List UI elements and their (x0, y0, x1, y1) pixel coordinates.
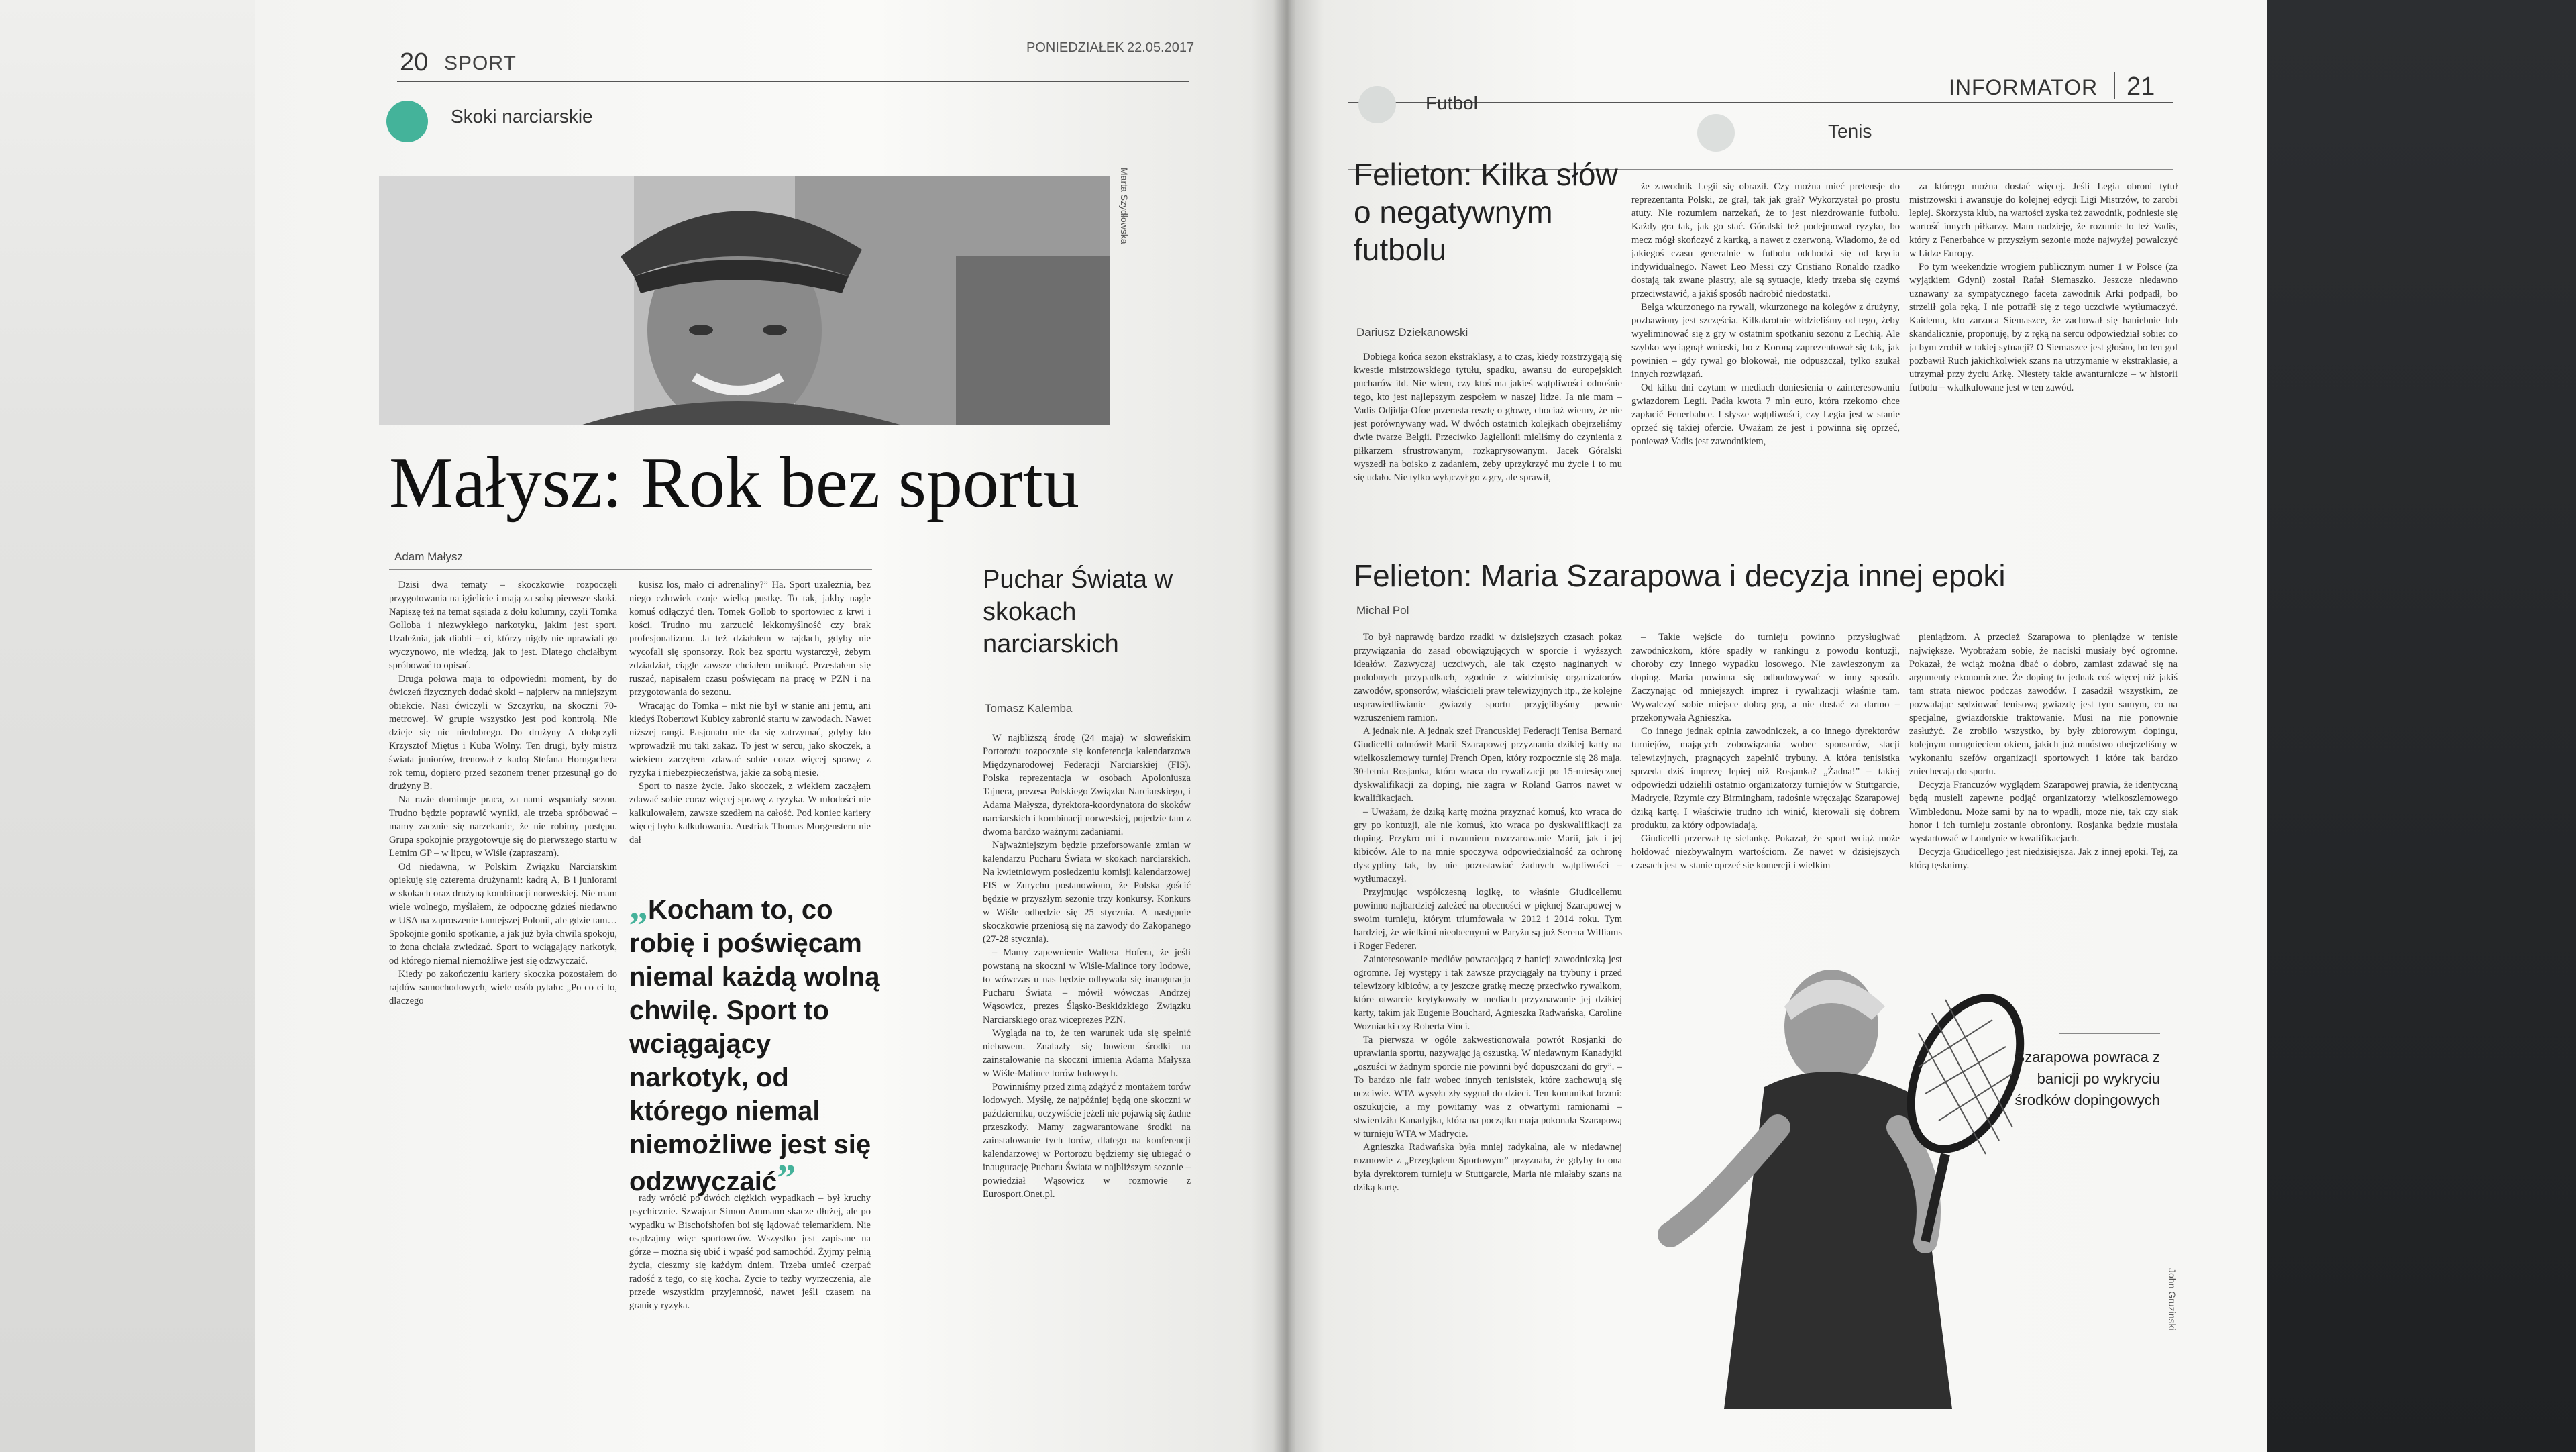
paragraph: – Uważam, że dziką kartę można przyznać komuś, kto wraca do gry po kontuzji, ale nie komuś, kto wraca po dyskwalifikacji za doping. Przykro mi i rozumiem rozczarowanie Marii, jak i jej kibiców. Ale to na mnie spoczywa odpowiedzialność za ochronę dyscypliny tak, by nie pozostawiać żadnych wątpliwości – wytłumaczył. (1354, 807, 1622, 884)
paragraph: Wygląda na to, że ten warunek uda się spełnić niebawem. Znalazły się bowiem środki na zainstalowanie na skoczni imienia Adama Małysza w Wiśle-Malince torów lodowych. (983, 1028, 1191, 1079)
masthead: INFORMATOR (1949, 75, 2098, 99)
article2-column-1 (1354, 631, 1622, 1376)
paragraph: Co innego jednak opinia zawodniczek, a co innego dyrektorów turniejów, mających zobowiązania wobec sponsorów, stacji telewizyjnych, pragnących zapełnić trybuny. A która tenisistka sprzeda dziś imprezę lepiej niż Rosjanka? „Żadna!” – takiej odpowiedzi udzielili ostatnio organizatorzy turniejów w Stuttgarcie, Madrycie, Rzymie czy Birmingham, radośnie wręczając Szarapowej dziką kartę. I właściwie trudno ich winić, kierowali się dobrem produktu, za który odpowiadają. (1631, 726, 1900, 831)
main-headline: Małysz: Rok bez sportu (389, 443, 1079, 523)
paragraph: Belga wkurzonego na rywali, wkurzonego na kolegów z drużyny, pozbawiony jest szczęścia. Kilkakrotnie widzieliśmy od tego, żeby wyeliminować się z gry w ostatnim spotkaniu sezonu z Lechią. Ale szybko wyciągnął wnioski, bo z Koroną zaprezentował się tak, jak powinien – gdy rywal go blokował, nie odpuszczał, tylko szukał innych rozwiązań. (1631, 302, 1900, 380)
paragraph: Decyzja Francuzów wyglądem Szarapowej prawia, że identyczną będą musieli zapewne podjąć organizatorzy wielkoszlemowego Wimbledonu. Może sami by na to wpadli, może nie, tak czy siak honor i ich turnieju zostanie obroniony. Rosjanka będzie musiała wystartować w Londynie w kwalifikacjach. (1909, 780, 2178, 844)
page-number: 21 (2127, 72, 2155, 101)
pull-quote: „Kocham to, co robię i poświęcam niemal każdą wolną chwilę. Sport to wciągający narkotyk, od którego niemal niemożliwe jest się odzwyczaić” (629, 886, 880, 1199)
category-tenis: Tenis (1828, 121, 1872, 142)
main-article-column-2-bottom (629, 1192, 871, 1359)
page-number: 20 (400, 48, 429, 76)
issue-day: PONIEDZIAŁEK (1026, 40, 1124, 55)
main-article-column-2 (629, 578, 871, 879)
article1-byline: Dariusz Dziekanowski (1356, 326, 1468, 339)
background-left (0, 0, 262, 1452)
paragraph: Od kilku dni czytam w mediach doniesienia o zainteresowaniu gwiazdorem Legii. Padła kwota 7 mln euro, która rzekomo chce zapłacić Fenerbahce. I słysze wątpliwości, czy Legia jest w stanie oprzeć się takiej ofercie. Uważam że jest i powinna się oprzeć, ponieważ Vadis jest zawodnikiem, (1631, 382, 1900, 447)
category-dot-icon (1358, 86, 1396, 123)
article1-column-1 (1354, 350, 1622, 511)
article1-column-2 (1631, 180, 1900, 515)
photo-credit: John Gruzinski (2167, 1268, 2178, 1331)
article2-column-2 (1631, 631, 1900, 926)
paragraph: Wracając do Tomka – nikt nie był w stanie ani jemu, ani kiedyś Robertowi Kubicy zabronić startu w zawodach. Nawet niższej rangi. Pasjonatu nie da się zatrzymać, gdyby kto wprowadził mu taki zakaz. To jest w sercu, jako skoczek, a wiekiem zaczęłem zdawać sobie coraz więcej sprawę z ryzyka i niebezpieczeństwa, jakie za sobą niesie. (629, 701, 871, 778)
paragraph: Zainteresowanie mediów powracającą z banicji zawodniczką jest ogromne. Jej występy i tak zawsze przyciągały na trybuny i przed telewizory kibiców, a ty jeszcze gratkę meczę przeciwko rywalkom, które otwarcie krytykowały w mediach przyznawanie jej dzikiej karty, takim jak Eugenie Bouchard, Agnieszka Radwańska, Caroline Wozniacki czy Roberta Vinci. (1354, 954, 1622, 1032)
article2-byline: Michał Pol (1356, 604, 1409, 617)
article1-headline: Felieton: Kilka słów o negatywnym futbolu (1354, 157, 1618, 267)
category-futbol: Futbol (1426, 93, 1478, 113)
paragraph: – Mamy zapewnienie Waltera Hofera, że jeśli powstaną na skoczni w Wiśle-Malince tory lodowe, to wówczas u nas będzie odbywała się inauguracja Pucharu Świata – mówił wówczas Andrzej Wąsowicz, prezes Śląsko-Beskidzkiego Związku Narciarskiego oraz wiceprezes PZN. (983, 947, 1191, 1025)
paragraph: pieniądzom. A przecież Szarapowa to pieniądze w tenisie największe. Wyobrażam sobie, że naciski musiały być ogromne. Pokazał, że wciąż można dbać o dobro, zamiast zdawać się na argumenty ekonomiczne. Że doping to jednak coś więcej niż jakiś tam strata niewoc podczas zawodów. I zasadził wszystkim, że pozwalając sędziować tenisową gwiazdę jest tym samym, co na specjalne, gwiazdorskie traktowanie. Musi na nie ponownie zasłużyć. Ze zrobiło wszystko, by były zbiorowym dopingu, kolejnym mrugnięciem okiem, jakich już mnóstwo obejrzeliśmy w wykonaniu szefów organizacji sportowych i które tak bardzo zniechęcają do sportu. (1909, 632, 2178, 777)
paragraph: Decyzja Giudicellego jest niedzisiejsza. Jak z innej epoki. Tej, za którą tęsknimy. (1909, 847, 2178, 871)
section-label: SPORT (444, 52, 517, 74)
paragraph: Agnieszka Radwańska była mniej radykalna, ale w niedawnej rozmowie z „Przeglądem Sportowym” przyznała, że gdyby to ona była dyrektorem turnieju w Stuttgarcie, Maria nie miałaby szans na dziką kartę. (1354, 1142, 1622, 1193)
paragraph: Przyjmując współczesną logikę, to właśnie Giudicellemu powinno najbardziej zależeć na obecności w pięknej Szarapowej w swoim turnieju, którym triumfowała w 2012 i 2014 roku. Tym bardziej, że wielkimi nieobecnymi w Paryżu są już Serena Williams i Roger Federer. (1354, 887, 1622, 951)
paragraph: kusisz los, mało ci adrenaliny?” Ha. Sport uzależnia, bez niego człowiek czuje wielką pustkę. To tak, jakby nagle komuś odłączyć tlen. Tomek Gollob to sportowiec z krwi i kości. Trudno mu zarzucić lekkomyślność czy brak profesjonalizmu. Ja też działałem w rajdach, gdyby nie wycofali się sponsorzy. Rok bez sportu wystarczył, żebym zdziadział, ciągle zawsze chciałem uniknąć. Przestałem się ruszać, napisałem czasu poświęcam na pracę w PZN i na przygotowania do sezonu. (629, 580, 871, 698)
photo-credit: Marta Szydłowska (1119, 168, 1130, 244)
newspaper-page-right (1295, 0, 2267, 1452)
side-byline: Tomasz Kalemba (985, 702, 1073, 715)
paragraph: Dzisi dwa tematy – skoczkowie rozpoczęli przygotowania na igielicie i mają za sobą pierwsze skoki. Napiszę też na temat sąsiada z dołu kolumny, czyli Tomka Golloba i niezwykłego narkotyku, jakim jest sport. Uzależnia, jak diabli – ci, którzy nigdy nie uprawiali go wyczynowo, nie wiedzą, jak to jest. Dlatego chciałbym spróbować to opisać. (389, 580, 617, 671)
paragraph: Druga połowa maja to odpowiedni moment, by do ćwiczeń fizycznych dodać skoki – najpierw na mniejszym obiekcie. Nasi ćwiczyli w Szczyrku, na skoczni 70-metrowej. W grupie wszystko jest pod kontrolą. Nie dzieje się nic niedobrego. Do drużyny A dołączyli Krzysztof Miętus i Kuba Wolny. Ten drugi, były mistrz świata juniorów, trenował z kadrą Stefana Horngachera rok temu, dopiero przed sezonem trener przesunął go do drużyny B. (389, 674, 617, 792)
paragraph: Na razie dominuje praca, za nami wspaniały sezon. Trudno będzie poprawić wyniki, ale trzeba spróbować – mamy zacznie się narzekanie, że nie robimy postępu. Grupa spokojnie przygotowuje się do pierwszego startu w Letnim GP – w lipcu, w Wiśle (zapraszam). (389, 794, 617, 859)
portrait-illustration (379, 176, 1110, 425)
article1-column-3 (1909, 180, 2178, 515)
paragraph: Ta pierwsza w ogóle zakwestionowała powrót Rosjanki do uprawiania sportu, nazywając ją oszustką. W niedawnym Kanadyjki „oszuści w żadnym sporcie nie powinni być dopuszczani do gry”. – To bardzo nie fair wobec innych tenisistek, które zachowują się uczciwie. WTA wysyła zły sygnał do dzieci. Ten komunikat brzmi: oszukujcie, a my powitamy was z otwartymi ramionami – stwierdziła Kanadyjka, która na początku maja pokonała Szarapową w turnieju WTA w Madrycie. (1354, 1035, 1622, 1139)
paragraph: że zawodnik Legii się obraził. Czy można mieć pretensje do reprezentanta Polski, że grał, tak jak grał? Wykorzystał po prostu atuty. Nie rozumiem narzekań, że to jest niezdrowanie futbolu. Każdy gra tak, jak go stać. Góralski też podejmował ryzyko, bo mecz mógł skończyć z kartką, a nawet z czerwoną. Wiadomo, że od jakiegoś czasu generalnie w futbolu odchodzi się od krycia indywidualnego. Nawet Leo Messi czy Cristiano Ronaldo rzadko dostają tak zwane plastry, ale są sytuacje, kiedy trzeba się czymś przeciwstawić, a jakiś sposób nadrobić niedostatki. (1631, 181, 1900, 299)
tennis-player-illustration (1644, 926, 2153, 1409)
category-label: Skoki narciarskie (451, 106, 593, 127)
paragraph: – Takie wejście do turnieju powinno przysługiwać zawodniczkom, które spadły w rankingu z powodu kontuzji, choroby czy innego wypadku losowego. Nie zawieszonym za doping. Maria powinna się odbudowywać w inny sposób. Zaczynając od mniejszych imprez i rywalizacji właśnie tam. Wywalczyć sobie miejsce dobrą grą, a nie dostać za darmo – przekonywała Agnieszka. (1631, 632, 1900, 723)
side-headline: Puchar Świata w skokach narciarskich (983, 566, 1173, 658)
article2-headline: Felieton: Maria Szarapowa i decyzja innej epoki (1354, 558, 2006, 593)
paragraph: W najbliższą środę (24 maja) w słoweńskim Portorożu rozpocznie się konferencja kalendarzowa Międzynarodowej Federacji Narciarskiej (FIS). Polska reprezentacja w osobach Apoloniusza Tajnera, prezesa Polskiego Związku Narciarskiego, i Adama Małysza, dyrektora-koordynatora do skoków narciarskich i kombinacji norweskiej, pojedzie tam z dwoma bardzo ważnymi zadaniami. (983, 733, 1191, 837)
paragraph: A jednak nie. A jednak szef Francuskiej Federacji Tenisa Bernard Giudicelli odmówił Marii Szarapowej przyznania dzikiej karty na wielkoszlemowy turniej French Open, który rozpocznie się 28 maja. 30-letnia Rosjanka, która wraca do rywalizacji po 15-miesięcznej dyskwalifikacji za doping, nie zagra w Roland Garros nawet w kwalifikacjach. (1354, 726, 1622, 804)
photo-maria-sharapova (1644, 926, 2153, 1409)
paragraph: Powinniśmy przed zimą zdążyć z montażem torów lodowych. Myślę, że najpóźniej będą one skoczni w październiku, oczywiście jeżeli nie pojawią się żadne przeszkody. Mamy zagwarantowane środki na zainstalowanie tych torów, dlatego na konferencji kalendarzowej w Portorożu będziemy się ubiegać o inaugurację Pucharu Świata w najbliższym sezonie – powiedział Wąsowicz w rozmowie z Eurosport.Onet.pl. (983, 1082, 1191, 1200)
paragraph: rady wrócić po dwóch ciężkich wypadkach – był kruchy psychicznie. Szwajcar Simon Ammann skacze dłużej, ale po wypadku w Bischofshofen boi się lądować telemarkiem. Nie osądzajmy więc sportowców. Wszystko jest zapisane na górze – można się ubić i wpaść pod samochód. Żyjmy pełnią życia, cieszmy się każdym dniem. Trzeba umieć czerpać radość z tego, co się kocha. Życie to teżby wyrzeczenia, ale przede wszystkim przyjemność, nawet jeśli czasem na granicy ryzyka. (629, 1193, 871, 1311)
side-article-body (983, 731, 1191, 1362)
paragraph: Giudicelli przerwał tę sielankę. Pokazał, że sport wciąż może hołdować niezbywalnym wartościom. Że nawet w dzisiejszych czasach jest w stanie oprzeć się komercji i wielkim (1631, 833, 1900, 871)
paragraph: Od niedawna, w Polskim Związku Narciarskim opiekuję się czterema drużynami: kadrą A, B i juniorami w skokach oraz drużyną kombinacji norweskiej. Nie mam wiele wolnego, myślałem, że odpocznę gdzieś niedawno w USA na zaproszenie tamtejszej Polonii, ale gdzie tam… Spokojnie goniło spotkanie, a jak już była chwila spokoju, to żona chciała zwiedzać. Sport to wciągający narkotyk, od którego niemal niemożliwe jest się odzwyczaić. (389, 862, 617, 966)
newspaper-page-left (255, 0, 1281, 1452)
background-right (2261, 0, 2576, 1452)
issue-date: 22.05.2017 (1127, 40, 1195, 55)
paragraph: To był naprawdę bardzo rzadki w dzisiejszych czasach pokaz przywiązania do zasad obowiązujących w sporcie i wyższych ideałów. Zazwyczaj uczciwych, ale tak często naginanych w podobnych przypadkach, zgodnie z widzimisię organizatorów zawodów, sponsorów, właścicieli praw telewizyjnych itp., że kolejne usprawiedliwianie gwiazdy sportu przyjęlibyśmy pewnie wzruszeniem ramion. (1354, 632, 1622, 723)
paragraph: Dobiega końca sezon ekstraklasy, a to czas, kiedy rozstrzygają się kwestie mistrzowskiego tytułu, spadku, awansu do europejskich pucharów itd. Nie wiem, czy ktoś ma jakieś wątpliwości odnośnie tego, kto jest najlepszym zespołem w naszej lidze. Ja nie mam – Vadis Odjidja-Ofoe przerasta resztę o głowę, chociaż wiemy, że nie jest porównywany wad. W dwóch ostatnich kolejkach obejrzeliśmy dwie twarze Belgii. Przeciwko Jagiellonii mieliśmy do czynienia z piłkarzem sfrustrowanym, rozkaprysowanym. Jacek Góralski wyszedł na boisko z zadaniem, żeby uprzykrzyć mu życie i to mu się udało. Nie tylko wyłączył go z gry, ale sprawił, (1354, 352, 1622, 483)
paragraph: Po tym weekendzie wrogiem publicznym numer 1 w Polsce (za wyjątkiem Gdyni) został Rafał Siemaszko. Jeszcze niedawno uznawany za sympatycznego faceta zawodnik Arki podpadł, bo strzelił gola ręką. I nie potrafił się z tego uczciwie wytłumaczyć. Kaidemu, kto zarzuca Siemaszce, że zachował się haniebnie lub skandalicznie, proponuję, by z ręką na sercu odpowiedział sobie: co ja bym zrobił w takiej sytuacji? O Siemaszce jest głośno, bo ten gol pozbawił Ruch jakichkolwiek szans na utrzymanie w ekstraklasie, a utrzymał przy życiu Arkę. Niestety takie awanturnicze – w historii futbolu – wkalkulowane jest w ten zawód. (1909, 262, 2178, 393)
category-dot-icon (386, 101, 428, 142)
photo-adam-malysz (379, 176, 1110, 425)
paragraph: za którego można dostać więcej. Jeśli Legia obroni tytuł mistrzowski i awansuje do kolejnej edycji Ligi Mistrzów, to zarobi lepiej. Skorzysta klub, na wartości zyska też zawodnik, podniesie się wartość innych piłkarzy. Mam nadzieję, że rozumie to też Vadis, który z Fenerbahce w przyszłym sezonie może najwyżej powalczyć w Lidze Europy. (1909, 181, 2178, 259)
paragraph: Najważniejszym będzie przeforsowanie zmian w kalendarzu Pucharu Świata w skokach narciarskich. Na kwietniowym posiedzeniu komisji kalendarzowej FIS w Zurychu postanowiono, że Polska gościć będzie w przyszłym sezonie trzy konkursy. Konkurs w Wiśle odbędzie się 25 stycznia. A następnie skoczkowie przeniosą się na zawody do Zakopanego (27-28 stycznia). (983, 840, 1191, 945)
main-byline: Adam Małysz (394, 550, 464, 563)
header-rule (397, 81, 1189, 82)
pull-quote-text: Kocham to, co robię i poświęcam niemal każdą wolną chwilę. Sport to wciągający narkotyk, od którego niemal niemożliwe jest się odzwyczaić (629, 895, 880, 1196)
category-dot-icon (1697, 114, 1735, 152)
main-article-column-1 (389, 578, 617, 1363)
paragraph: Kiedy po zakończeniu kariery skoczka pozostałem do rajdów samochodowych, wiele osób pytało: „Po co ci to, dlaczego (389, 969, 617, 1006)
paragraph: Sport to nasze życie. Jako skoczek, z wiekiem zacząłem zdawać sobie coraz więcej sprawę z ryzyka. W młodości nie kalkulowałem, zawsze szedłem na całość. Pod koniec kariery więcej było kalkulowania. Austriak Thomas Morgenstern nie dał (629, 781, 871, 845)
photo-caption: Szarapowa powraca z banicji po wykryciu środków dopingowych (2015, 1049, 2160, 1108)
